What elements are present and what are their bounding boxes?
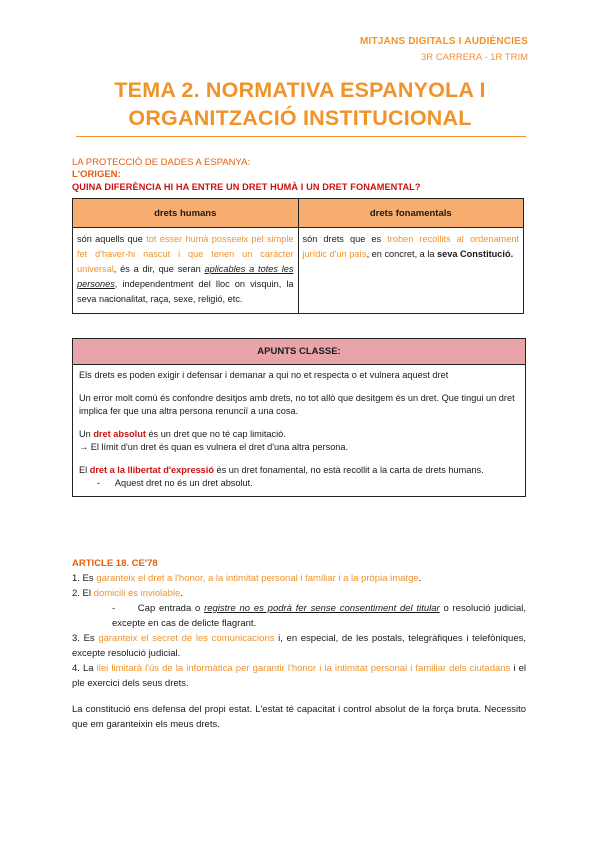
text: 2. El	[72, 588, 94, 599]
course-name: MITJANS DIGITALS I AUDIÈNCIES	[359, 36, 528, 47]
rights-table	[72, 198, 524, 314]
text: és un dret que no té cap limitació.	[145, 429, 286, 439]
highlight: tot ésser humà posseeix pel simple fet d'haver-hi nascut i que tenen un caràcter universal	[77, 234, 294, 274]
article-heading: ARTICLE 18. CE'78	[72, 558, 158, 569]
highlight: llei limitarà l'ús de la informàtica per garantir l'honor i la intimitat personal i familiar dels ciutadans	[96, 663, 511, 674]
closing-paragraph: La constitució ens defensa del propi estat. L'estat té capacitat i control absolut de la força bruta. Necessito que em garanteixin els meus drets.	[72, 704, 526, 730]
text: i el ple exercici dels seus drets.	[72, 663, 526, 689]
article-item-4	[72, 661, 526, 691]
notes-header: APUNTS CLASSE:	[73, 339, 525, 365]
bold-text: seva Constitució.	[437, 249, 514, 259]
table-header-row	[73, 199, 524, 228]
cell-human-rights	[73, 228, 299, 314]
text: .	[180, 588, 183, 599]
title-divider	[76, 136, 526, 137]
underlined-text: aplicables a totes les persones	[77, 264, 294, 289]
text: Un	[79, 429, 94, 439]
class-notes-box	[72, 338, 526, 497]
article-18	[72, 556, 526, 691]
notes-paragraph: Els drets es poden exigir i defensar i demanar a qui no et respecta o et vulnera aquest dret	[79, 370, 449, 380]
text: , independentment del lloc on visquin, la seva nacionalitat, raça, sexe, religió, etc.	[77, 279, 294, 304]
text: 4. La	[72, 663, 97, 674]
text: - Cap entrada o	[112, 603, 205, 614]
notes-paragraph	[79, 464, 517, 490]
article-item-2	[72, 586, 526, 601]
table-row	[73, 228, 524, 314]
bullet-note: - Aquest dret no és un dret absolut.	[97, 478, 253, 488]
notes-paragraph	[79, 428, 517, 454]
text: .	[418, 573, 422, 584]
text: és un dret fonamental, no està recollit a la carta de drets humans.	[213, 465, 484, 475]
text: , en concret, a la	[366, 249, 438, 259]
highlight: domicili és inviolable	[93, 588, 181, 599]
highlight: garanteix el secret de les comunicacions	[98, 633, 275, 644]
text: o resolució judicial, excepte en cas de delicte flagrant.	[112, 603, 526, 629]
cell-fundamental-rights	[298, 228, 524, 314]
highlight: troben recollits al ordenament jurídic d'un país	[302, 234, 519, 259]
text: són drets que es	[302, 234, 388, 244]
text: i, en especial, de les postals, telegràfiques i telefòniques, excepte resolució judicial.	[72, 633, 526, 659]
text: 3. Es	[72, 633, 99, 644]
emphasis: dret a la llibertat d'expressió	[89, 465, 214, 475]
text: , és a dir, que seran	[113, 264, 205, 274]
arrow-note: → El límit d'un dret és quan es vulnera el dret d'una altra persona.	[79, 442, 349, 452]
underlined-text: registre no es podrà fer sense consentiment del titular	[204, 603, 440, 614]
article-item-2-sub	[72, 601, 526, 631]
text: 1. Es	[72, 573, 97, 584]
page-title	[60, 76, 540, 132]
title-line-2: ORGANITZACIÓ INSTITUCIONAL	[128, 106, 472, 130]
notes-body	[73, 365, 525, 496]
article-item-3	[72, 631, 526, 661]
section-question: QUINA DIFERÈNCIA HI HA ENTRE UN DRET HUMÀ I UN DRET FONAMENTAL?	[72, 182, 421, 192]
section-title: LA PROTECCIÓ DE DADES A ESPANYA:	[72, 157, 251, 168]
title-line-1: TEMA 2. NORMATIVA ESPANYOLA I	[114, 78, 486, 102]
col-header-fundamental-rights: drets fonamentals	[298, 199, 524, 228]
article-item-1	[72, 571, 526, 586]
highlight: garanteix el dret a l'honor, a la intimitat personal i familiar i a la pròpia imatge	[96, 573, 419, 584]
notes-paragraph: Un error molt comú és confondre desitjos amb drets, no tot allò que desitgem és un dret. Que tingui un dret implica fer que una altra persona renunciï a una cosa.	[79, 393, 515, 416]
col-header-human-rights: drets humans	[73, 199, 299, 228]
section-origin: L'ORIGEN:	[72, 169, 121, 180]
emphasis: dret absolut	[93, 429, 146, 439]
text: El	[79, 465, 90, 475]
text: són aquells que	[77, 234, 147, 244]
course-subtitle: 3R CARRERA - 1R TRIM	[421, 52, 528, 63]
